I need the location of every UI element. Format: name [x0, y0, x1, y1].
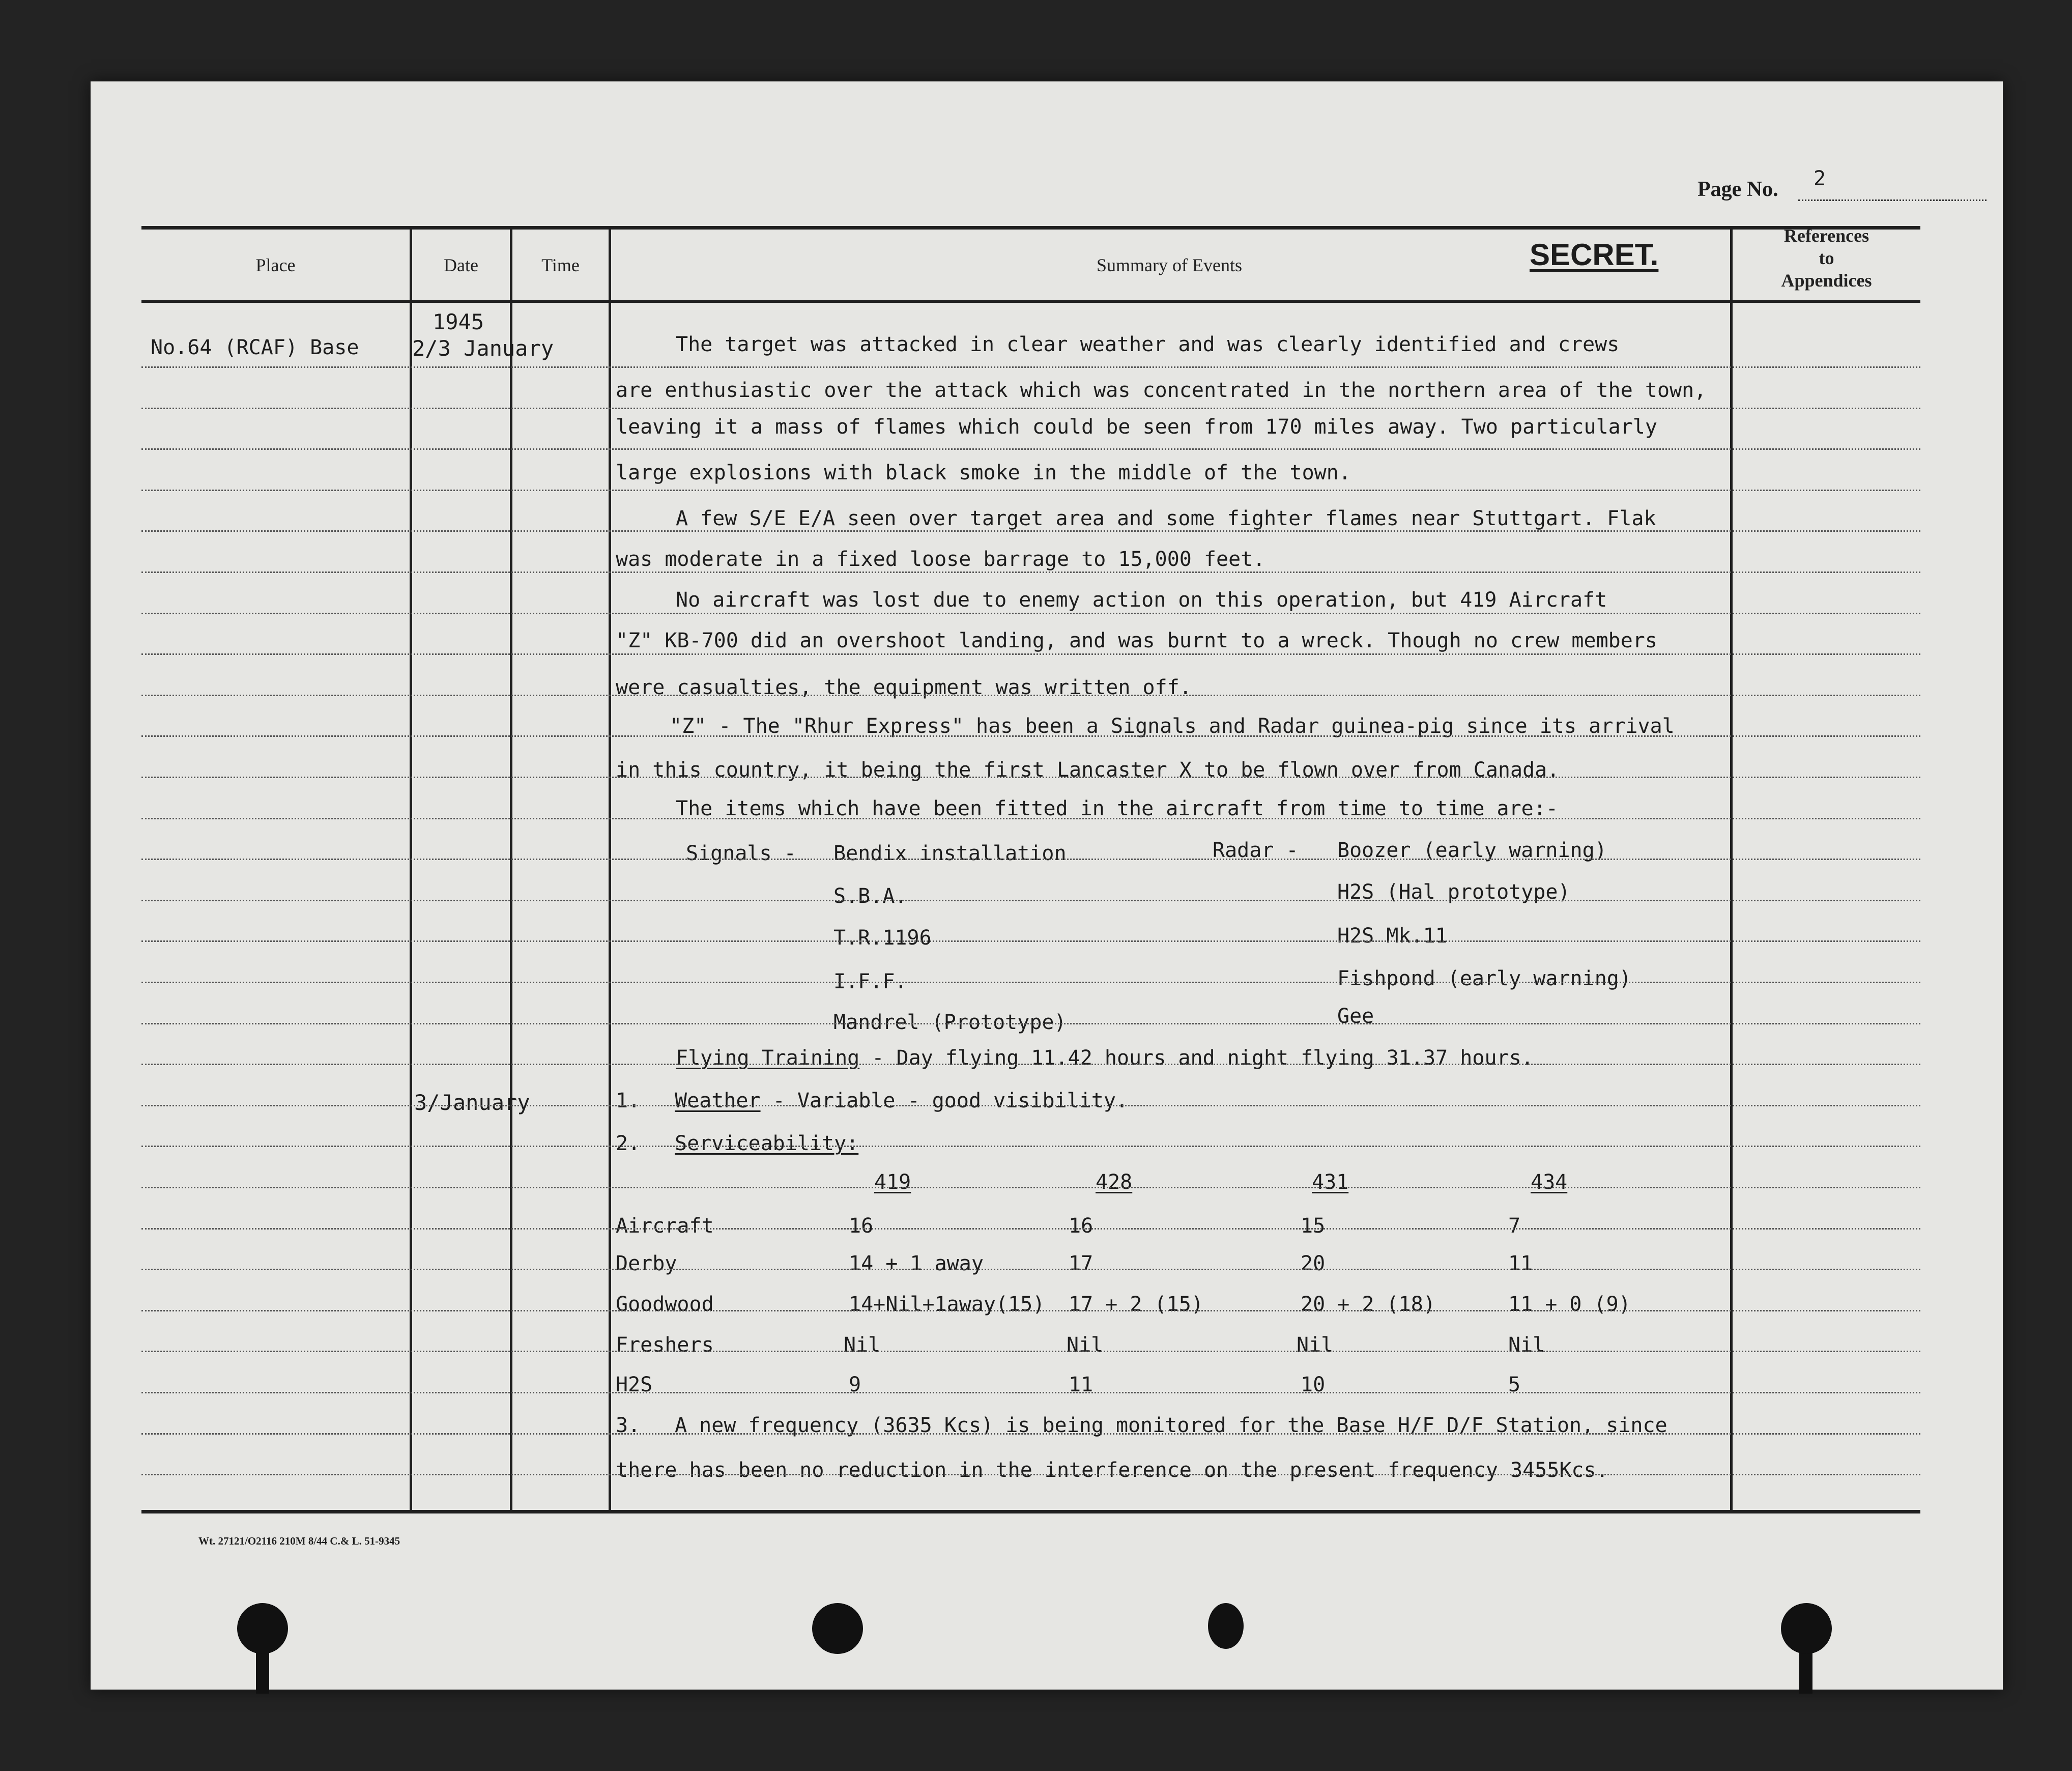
summary-line: leaving it a mass of flames which could be seen from 170 miles away. Two particularly — [616, 415, 1657, 439]
flying-training-label: Flying Training — [676, 1046, 860, 1070]
header-bottom-rule — [141, 300, 1920, 303]
page-number-value: 2 — [1814, 167, 1826, 190]
radar-item: Boozer (early warning) — [1337, 839, 1607, 862]
ruled-line — [141, 1187, 1920, 1188]
summary-line: in this country, it being the first Lancaster X to be flown over from Canada. — [616, 758, 1560, 782]
serviceability-cell: Nil — [844, 1333, 881, 1357]
summary-line: large explosions with black smoke in the middle of the town. — [616, 461, 1351, 484]
table-top-rule — [141, 226, 1920, 230]
binder-hole — [1781, 1603, 1832, 1654]
serviceability-cell: Nil — [1297, 1333, 1334, 1357]
ruled-line — [141, 1023, 1920, 1024]
ruled-line — [141, 1228, 1920, 1230]
ruled-line — [141, 1146, 1920, 1147]
column-header-references-1: References — [1783, 225, 1869, 246]
war-diary-page — [91, 81, 2003, 1690]
ruled-line — [141, 900, 1920, 901]
serviceability-row-label: Derby — [616, 1252, 677, 1275]
summary-line: were casualties, the equipment was written off. — [616, 676, 1192, 699]
ruled-line — [141, 408, 1920, 409]
ruled-line — [141, 940, 1920, 942]
item-2-number: 2. — [616, 1132, 641, 1155]
serviceability-cell: 17 — [1069, 1252, 1093, 1275]
serviceability-cell: 14+Nil+1away(15) — [849, 1293, 1045, 1316]
serviceability-row-label: Freshers — [616, 1333, 714, 1357]
ruled-line — [141, 777, 1920, 778]
ruled-line — [141, 530, 1920, 532]
signals-item: Bendix installation — [833, 842, 1067, 865]
squadron-header: 431 — [1312, 1170, 1349, 1194]
summary-line: "Z" KB-700 did an overshoot landing, and was burnt to a wreck. Though no crew members — [616, 629, 1657, 652]
page-number-label: Page No. — [1697, 178, 1778, 201]
serviceability-cell: Nil — [1508, 1333, 1545, 1357]
summary-references-divider — [1730, 226, 1733, 1513]
column-header-summary: Summary of Events — [1097, 255, 1242, 275]
serviceability-row-label: Goodwood — [616, 1293, 714, 1316]
binder-hole — [1208, 1603, 1244, 1649]
ruled-line — [141, 1433, 1920, 1435]
summary-line: was moderate in a fixed loose barrage to 15,000 feet. — [616, 548, 1265, 571]
serviceability-cell: 11 — [1508, 1252, 1533, 1275]
ruled-line — [141, 859, 1920, 860]
serviceability-cell: Nil — [1067, 1333, 1104, 1357]
frequency-line: there has been no reduction in the interference on the present frequency 3455Kcs. — [616, 1459, 1608, 1482]
ruled-line — [141, 1474, 1920, 1475]
ruled-line — [141, 818, 1920, 819]
binder-hole — [812, 1603, 863, 1654]
ruled-line — [141, 613, 1920, 614]
ruled-line — [141, 1392, 1920, 1393]
table-bottom-rule — [141, 1510, 1920, 1513]
ruled-line — [141, 1351, 1920, 1352]
summary-line: The items which have been fitted in the aircraft from time to time are:- — [676, 797, 1558, 820]
serviceability-cell: 20 + 2 (18) — [1301, 1293, 1435, 1316]
item-1-number: 1. — [616, 1089, 641, 1112]
signals-item: I.F.F. — [833, 970, 907, 993]
ruled-line — [141, 653, 1920, 655]
date-time-divider — [510, 226, 512, 1513]
signals-item: T.R.1196 — [833, 926, 932, 950]
binder-hole — [237, 1603, 288, 1654]
column-header-references-3: Appendices — [1781, 270, 1872, 291]
serviceability-cell: 16 — [1069, 1214, 1093, 1238]
ruled-line — [141, 572, 1920, 573]
ruled-line — [141, 1310, 1920, 1311]
serviceability-cell: 9 — [849, 1373, 861, 1396]
squadron-header: 419 — [874, 1170, 911, 1194]
weather-text: - Variable - good visibility. — [760, 1089, 1129, 1112]
serviceability-cell: 16 — [849, 1214, 874, 1238]
page-number-rule — [1798, 199, 1987, 201]
weather-label: Weather — [675, 1089, 761, 1112]
summary-line: A few S/E E/A seen over target area and some fighter flames near Stuttgart. Flak — [676, 507, 1656, 530]
summary-line: are enthusiastic over the attack which was concentrated in the northern area of the town, — [616, 379, 1707, 402]
ruled-line — [141, 366, 1920, 368]
flying-training-text: - Day flying 11.42 hours and night flying 31.37 hours. — [859, 1046, 1534, 1070]
squadron-header: 428 — [1096, 1170, 1133, 1194]
ruled-line — [141, 448, 1920, 450]
summary-line: "Z" - The "Rhur Express" has been a Signals and Radar guinea-pig since its arrival — [670, 715, 1675, 738]
serviceability-cell: 10 — [1301, 1373, 1326, 1396]
serviceability-cell: 20 — [1301, 1252, 1326, 1275]
form-print-code: Wt. 27121/O2116 210M 8/44 C.& L. 51-9345 — [198, 1535, 400, 1547]
ruled-line — [141, 735, 1920, 737]
column-header-date: Date — [444, 255, 478, 275]
serviceability-cell: 14 + 1 away — [849, 1252, 984, 1275]
serviceability-cell: 15 — [1301, 1214, 1326, 1238]
ruled-line — [141, 695, 1920, 696]
place-entry: No.64 (RCAF) Base — [151, 336, 359, 359]
secret-stamp: SECRET. — [1530, 238, 1659, 272]
serviceability-label: Serviceability: — [675, 1132, 859, 1155]
serviceability-cell: 11 + 0 (9) — [1508, 1293, 1631, 1316]
column-header-references-2: to — [1819, 248, 1834, 268]
serviceability-cell: 17 + 2 (15) — [1069, 1293, 1203, 1316]
radar-item: H2S Mk.11 — [1337, 924, 1448, 948]
ruled-line — [141, 490, 1920, 491]
radar-item: H2S (Hal prototype) — [1337, 880, 1570, 904]
ruled-line — [141, 982, 1920, 983]
time-summary-divider — [609, 226, 611, 1513]
ruled-line — [141, 1269, 1920, 1270]
item-3-number: 3. — [616, 1414, 641, 1437]
squadron-header: 434 — [1531, 1170, 1568, 1194]
column-header-place: Place — [255, 255, 296, 275]
serviceability-cell: 7 — [1508, 1214, 1521, 1238]
date-year: 1945 — [433, 309, 484, 334]
signals-label: Signals - — [686, 842, 796, 865]
radar-label: Radar - — [1213, 839, 1299, 862]
signals-item: S.B.A. — [833, 884, 907, 908]
summary-line: No aircraft was lost due to enemy action on this operation, but 419 Aircraft — [676, 588, 1607, 612]
frequency-line: A new frequency (3635 Kcs) is being monitored for the Base H/F D/F Station, since — [675, 1414, 1667, 1437]
date-entry-2: 3/January — [414, 1090, 530, 1115]
serviceability-row-label: Aircraft — [616, 1214, 714, 1238]
radar-item: Fishpond (early warning) — [1337, 967, 1631, 990]
weather-line — [675, 1089, 1128, 1112]
flying-training-line — [676, 1046, 1534, 1070]
signals-item: Mandrel (Prototype) — [833, 1011, 1067, 1034]
ruled-line — [141, 1064, 1920, 1065]
radar-item: Gee — [1337, 1005, 1374, 1028]
ruled-line — [141, 1105, 1920, 1106]
date-entry-1: 2/3 January — [412, 336, 554, 361]
serviceability-cell: 11 — [1069, 1373, 1093, 1396]
serviceability-row-label: H2S — [616, 1373, 653, 1396]
serviceability-cell: 5 — [1508, 1373, 1521, 1396]
summary-line: The target was attacked in clear weather and was clearly identified and crews — [676, 333, 1620, 356]
place-date-divider — [410, 226, 412, 1513]
column-header-time: Time — [541, 255, 580, 275]
